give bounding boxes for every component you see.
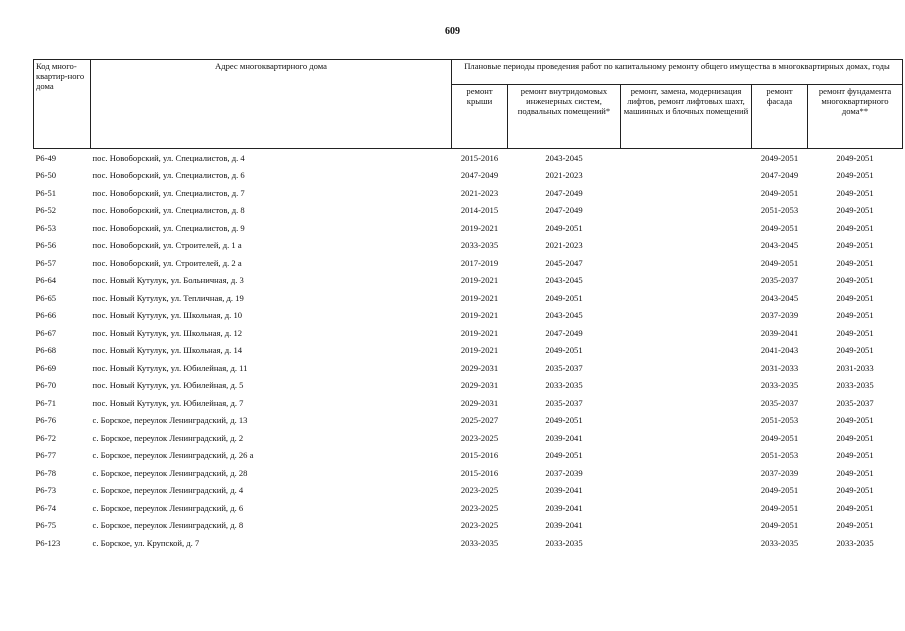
row-address: пос. Новоборский, ул. Специалистов, д. 7 — [92, 187, 245, 198]
row-address: пос. Новоборский, ул. Специалистов, д. 4 — [92, 152, 245, 163]
row-internal-systems-period: 2037-2039 — [545, 467, 583, 478]
row-address: с. Борское, переулок Ленинградский, д. 2 — [92, 432, 244, 443]
row-address: пос. Новоборский, ул. Строителей, д. 1 а — [92, 240, 242, 251]
row-facade-period: 2051-2053 — [760, 450, 799, 461]
row-internal-systems-period: 2033-2035 — [545, 380, 583, 391]
row-address: пос. Новоборский, ул. Специалистов, д. 9 — [92, 222, 245, 233]
row-roof-period: 2023-2025 — [460, 432, 499, 443]
row-code: Р6-76 — [35, 415, 57, 426]
page-number: 609 — [445, 26, 460, 37]
row-address: с. Борское, переулок Ленинградский, д. 28 — [92, 467, 248, 478]
row-lifts-period — [621, 412, 752, 430]
row-lifts-period — [621, 394, 752, 412]
row-code: Р6-67 — [35, 327, 57, 338]
row-facade-period: 2035-2037 — [760, 275, 799, 286]
row-roof-period: 2021-2023 — [460, 187, 499, 198]
row-foundation-period: 2049-2051 — [836, 345, 874, 356]
row-code: Р6-77 — [35, 450, 57, 461]
row-facade-period: 2037-2039 — [760, 467, 799, 478]
row-facade-period: 2039-2041 — [760, 327, 799, 338]
row-address: пос. Новый Кутулук, ул. Школьная, д. 12 — [92, 327, 243, 338]
row-code: Р6-49 — [35, 152, 57, 163]
table-row — [34, 324, 903, 342]
row-address: пос. Новоборский, ул. Строителей, д. 2 а — [92, 257, 242, 268]
row-lifts-period — [621, 167, 752, 185]
row-roof-period: 2019-2021 — [460, 292, 499, 303]
row-code: Р6-65 — [35, 292, 57, 303]
row-facade-period: 2031-2033 — [760, 362, 799, 373]
row-facade-period: 2049-2051 — [760, 152, 799, 163]
row-address: пос. Новый Кутулук, ул. Тепличная, д. 19 — [92, 292, 244, 303]
row-code: Р6-64 — [35, 275, 57, 286]
row-address: с. Борское, переулок Ленинградский, д. 6 — [92, 502, 244, 513]
header-roof: ремонт крыши — [452, 85, 508, 149]
row-facade-period: 2035-2037 — [760, 397, 799, 408]
table-row — [34, 219, 903, 237]
row-lifts-period — [621, 534, 752, 552]
row-foundation-period: 2049-2051 — [836, 170, 874, 181]
header-internal-systems: ремонт внутридомовых инженерных систем, подвальных помещений* — [508, 85, 621, 149]
row-internal-systems-period: 2021-2023 — [545, 240, 583, 251]
table-row — [34, 254, 903, 272]
row-address: с. Борское, переулок Ленинградский, д. 13 — [92, 415, 248, 426]
row-roof-period: 2019-2021 — [460, 222, 499, 233]
row-foundation-period: 2049-2051 — [836, 222, 874, 233]
table-row — [34, 517, 903, 535]
row-code: Р6-69 — [35, 362, 57, 373]
row-lifts-period — [621, 464, 752, 482]
table-row — [34, 377, 903, 395]
row-internal-systems-period: 2043-2045 — [545, 152, 583, 163]
row-foundation-period: 2049-2051 — [836, 450, 874, 461]
table-row — [34, 394, 903, 412]
row-facade-period: 2051-2053 — [760, 205, 799, 216]
row-lifts-period — [621, 272, 752, 290]
header-lifts: ремонт, замена, модернизация лифтов, ремонт лифтовых шахт, машинных и блочных помещений — [621, 85, 752, 149]
row-code: Р6-57 — [35, 257, 57, 268]
row-foundation-period: 2049-2051 — [836, 205, 874, 216]
row-address: с. Борское, переулок Ленинградский, д. 8 — [92, 520, 244, 531]
row-foundation-period: 2031-2033 — [836, 362, 874, 373]
row-roof-period: 2025-2027 — [460, 415, 499, 426]
row-internal-systems-period: 2021-2023 — [545, 170, 583, 181]
row-roof-period: 2015-2016 — [460, 152, 499, 163]
row-lifts-period — [621, 342, 752, 360]
row-roof-period: 2029-2031 — [460, 362, 499, 373]
row-internal-systems-period: 2049-2051 — [545, 415, 583, 426]
row-roof-period: 2015-2016 — [460, 450, 499, 461]
row-foundation-period: 2049-2051 — [836, 257, 874, 268]
table-body — [34, 149, 903, 552]
row-roof-period: 2029-2031 — [460, 397, 499, 408]
table-row — [34, 534, 903, 552]
header-facade: ремонт фасада — [752, 85, 808, 149]
table-row — [34, 149, 903, 167]
row-lifts-period — [621, 517, 752, 535]
row-roof-period: 2023-2025 — [460, 520, 499, 531]
row-foundation-period: 2049-2051 — [836, 327, 874, 338]
row-code: Р6-123 — [35, 537, 61, 548]
row-facade-period: 2049-2051 — [760, 187, 799, 198]
row-facade-period: 2049-2051 — [760, 520, 799, 531]
row-code: Р6-52 — [35, 205, 57, 216]
table-row — [34, 482, 903, 500]
table-row — [34, 464, 903, 482]
row-lifts-period — [621, 429, 752, 447]
row-roof-period: 2033-2035 — [460, 537, 499, 548]
row-facade-period: 2043-2045 — [760, 292, 799, 303]
row-address: с. Борское, переулок Ленинградский, д. 26 а — [92, 450, 254, 461]
table-row — [34, 429, 903, 447]
row-facade-period: 2049-2051 — [760, 502, 799, 513]
row-code: Р6-70 — [35, 380, 57, 391]
row-foundation-period: 2049-2051 — [836, 432, 874, 443]
row-foundation-period: 2049-2051 — [836, 292, 874, 303]
row-lifts-period — [621, 359, 752, 377]
row-lifts-period — [621, 377, 752, 395]
row-internal-systems-period: 2047-2049 — [545, 205, 583, 216]
row-address: пос. Новоборский, ул. Специалистов, д. 8 — [92, 205, 245, 216]
header-planned-periods: Плановые периоды проведения работ по капитальному ремонту общего имущества в многоквартирных домах, годы — [452, 60, 903, 85]
row-code: Р6-78 — [35, 467, 57, 478]
row-address: с. Борское, ул. Крупской, д. 7 — [92, 537, 200, 548]
row-internal-systems-period: 2035-2037 — [545, 362, 583, 373]
header-row-top — [34, 60, 903, 85]
row-roof-period: 2023-2025 — [460, 502, 499, 513]
row-facade-period: 2033-2035 — [760, 380, 799, 391]
row-roof-period: 2029-2031 — [460, 380, 499, 391]
table-row — [34, 272, 903, 290]
row-address: пос. Новый Кутулук, ул. Больничная, д. 3 — [92, 275, 244, 286]
row-lifts-period — [621, 289, 752, 307]
table-row — [34, 342, 903, 360]
row-internal-systems-period: 2039-2041 — [545, 520, 583, 531]
table-row — [34, 359, 903, 377]
row-roof-period: 2019-2021 — [460, 327, 499, 338]
row-lifts-period — [621, 237, 752, 255]
table-row — [34, 237, 903, 255]
row-roof-period: 2019-2021 — [460, 345, 499, 356]
row-address: пос. Новоборский, ул. Специалистов, д. 6 — [92, 170, 245, 181]
row-address: пос. Новый Кутулук, ул. Школьная, д. 10 — [92, 310, 243, 321]
table-row — [34, 184, 903, 202]
row-foundation-period: 2049-2051 — [836, 240, 874, 251]
row-internal-systems-period: 2049-2051 — [545, 450, 583, 461]
row-foundation-period: 2049-2051 — [836, 275, 874, 286]
row-facade-period: 2047-2049 — [760, 170, 799, 181]
row-internal-systems-period: 2047-2049 — [545, 327, 583, 338]
row-foundation-period: 2049-2051 — [836, 152, 874, 163]
row-foundation-period: 2049-2051 — [836, 520, 874, 531]
table-row — [34, 307, 903, 325]
row-internal-systems-period: 2039-2041 — [545, 432, 583, 443]
row-facade-period: 2037-2039 — [760, 310, 799, 321]
row-lifts-period — [621, 307, 752, 325]
row-code: Р6-72 — [35, 432, 57, 443]
row-address: пос. Новый Кутулук, ул. Школьная, д. 14 — [92, 345, 243, 356]
row-roof-period: 2014-2015 — [460, 205, 499, 216]
row-foundation-period: 2035-2037 — [836, 397, 874, 408]
row-foundation-period: 2033-2035 — [836, 537, 874, 548]
row-lifts-period — [621, 184, 752, 202]
row-code: Р6-71 — [35, 397, 57, 408]
row-foundation-period: 2033-2035 — [836, 380, 874, 391]
row-foundation-period: 2049-2051 — [836, 310, 874, 321]
row-roof-period: 2047-2049 — [460, 170, 499, 181]
row-lifts-period — [621, 447, 752, 465]
row-facade-period: 2049-2051 — [760, 257, 799, 268]
row-code: Р6-68 — [35, 345, 57, 356]
row-code: Р6-73 — [35, 485, 57, 496]
row-internal-systems-period: 2039-2041 — [545, 502, 583, 513]
row-code: Р6-56 — [35, 240, 57, 251]
row-lifts-period — [621, 499, 752, 517]
row-facade-period: 2051-2053 — [760, 415, 799, 426]
row-foundation-period: 2049-2051 — [836, 187, 874, 198]
table-row — [34, 447, 903, 465]
row-address: с. Борское, переулок Ленинградский, д. 4 — [92, 485, 244, 496]
table-row — [34, 499, 903, 517]
table-row — [34, 202, 903, 220]
row-facade-period: 2033-2035 — [760, 537, 799, 548]
row-internal-systems-period: 2043-2045 — [545, 275, 583, 286]
row-lifts-period — [621, 219, 752, 237]
row-address: пос. Новый Кутулук, ул. Юбилейная, д. 11 — [92, 362, 248, 373]
row-lifts-period — [621, 482, 752, 500]
row-internal-systems-period: 2049-2051 — [545, 345, 583, 356]
row-code: Р6-74 — [35, 502, 57, 513]
row-address: пос. Новый Кутулук, ул. Юбилейная, д. 5 — [92, 380, 244, 391]
row-code: Р6-53 — [35, 222, 57, 233]
header-foundation: ремонт фундамента многоквартирного дома** — [808, 85, 903, 149]
row-roof-period: 2019-2021 — [460, 275, 499, 286]
row-internal-systems-period: 2045-2047 — [545, 257, 583, 268]
row-internal-systems-period: 2039-2041 — [545, 485, 583, 496]
row-internal-systems-period: 2049-2051 — [545, 292, 583, 303]
row-internal-systems-period: 2043-2045 — [545, 310, 583, 321]
row-facade-period: 2041-2043 — [760, 345, 799, 356]
table-row — [34, 412, 903, 430]
row-foundation-period: 2049-2051 — [836, 502, 874, 513]
row-internal-systems-period: 2049-2051 — [545, 222, 583, 233]
header-address: Адрес многоквартирного дома — [91, 60, 452, 149]
row-address: пос. Новый Кутулук, ул. Юбилейная, д. 7 — [92, 397, 244, 408]
row-facade-period: 2049-2051 — [760, 222, 799, 233]
row-roof-period: 2015-2016 — [460, 467, 499, 478]
row-foundation-period: 2049-2051 — [836, 467, 874, 478]
row-internal-systems-period: 2035-2037 — [545, 397, 583, 408]
row-code: Р6-50 — [35, 170, 57, 181]
row-facade-period: 2049-2051 — [760, 432, 799, 443]
row-lifts-period — [621, 254, 752, 272]
table-row — [34, 289, 903, 307]
row-roof-period: 2033-2035 — [460, 240, 499, 251]
row-internal-systems-period: 2033-2035 — [545, 537, 583, 548]
row-roof-period: 2023-2025 — [460, 485, 499, 496]
row-foundation-period: 2049-2051 — [836, 485, 874, 496]
row-lifts-period — [621, 149, 752, 167]
row-facade-period: 2043-2045 — [760, 240, 799, 251]
row-lifts-period — [621, 202, 752, 220]
row-code: Р6-51 — [35, 187, 57, 198]
row-code: Р6-66 — [35, 310, 57, 321]
header-code: Код много-квартир-ного дома — [34, 60, 91, 149]
row-lifts-period — [621, 324, 752, 342]
row-internal-systems-period: 2047-2049 — [545, 187, 583, 198]
table-row — [34, 167, 903, 185]
row-roof-period: 2017-2019 — [460, 257, 499, 268]
row-code: Р6-75 — [35, 520, 57, 531]
row-foundation-period: 2049-2051 — [836, 415, 874, 426]
row-facade-period: 2049-2051 — [760, 485, 799, 496]
row-roof-period: 2019-2021 — [460, 310, 499, 321]
repair-schedule-table — [33, 59, 903, 552]
